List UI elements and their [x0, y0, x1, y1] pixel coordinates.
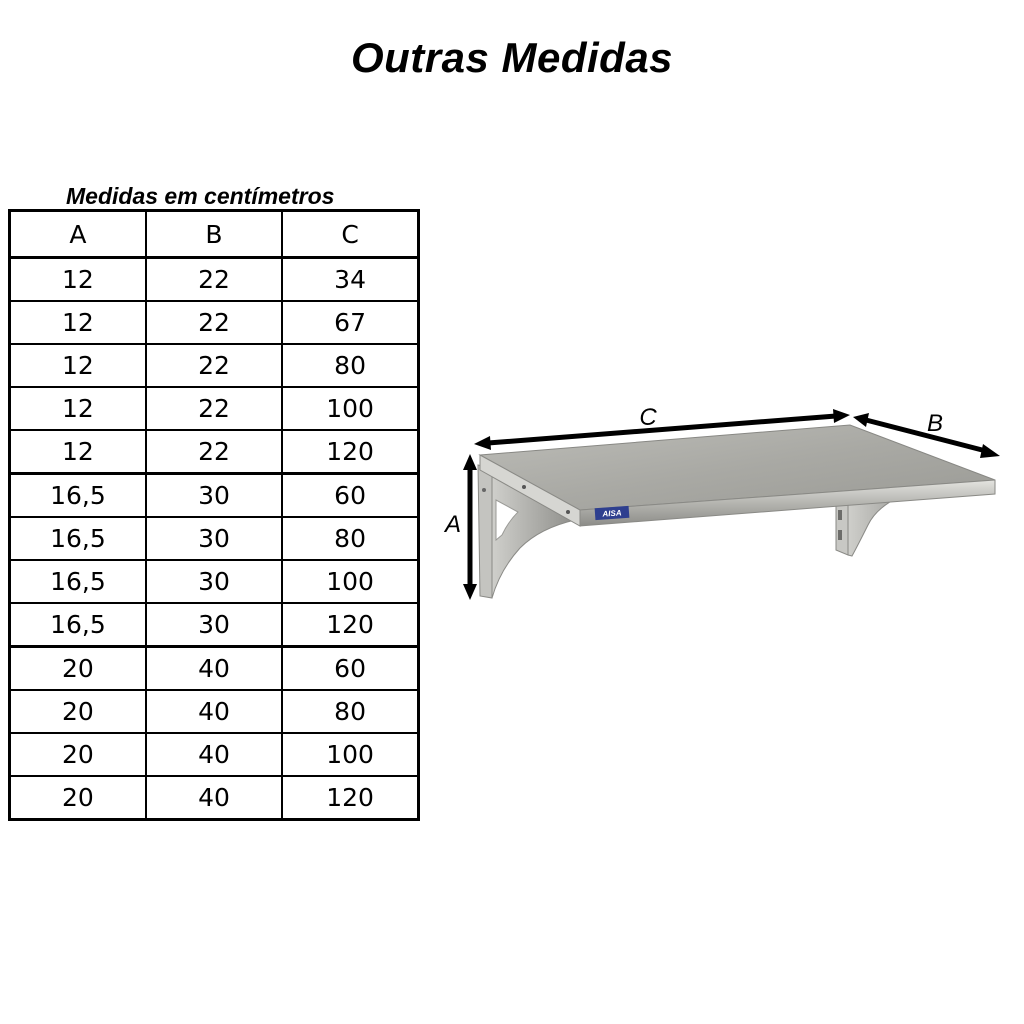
table-row: [10, 690, 419, 733]
cell-c: 60: [282, 647, 418, 691]
cell-c: 80: [282, 517, 418, 560]
cell-c: 120: [282, 430, 418, 474]
cell-a: 20: [10, 647, 146, 691]
brand-logo: [595, 506, 630, 520]
cell-a: 12: [10, 387, 146, 430]
table-row: [10, 647, 419, 691]
cell-a: 20: [10, 733, 146, 776]
table-row: [10, 474, 419, 518]
table-row: [10, 603, 419, 647]
cell-b: 22: [146, 258, 282, 302]
table-row: [10, 733, 419, 776]
cell-a: 20: [10, 776, 146, 820]
cell-b: 30: [146, 474, 282, 518]
cell-a: 16,5: [10, 517, 146, 560]
cell-a: 12: [10, 301, 146, 344]
table-row: [10, 258, 419, 302]
cell-a: 16,5: [10, 603, 146, 647]
cell-a: 12: [10, 258, 146, 302]
cell-b: 22: [146, 430, 282, 474]
shelf-illustration: [440, 395, 1010, 610]
cell-c: 80: [282, 344, 418, 387]
cell-b: 22: [146, 387, 282, 430]
cell-a: 12: [10, 430, 146, 474]
cell-c: 80: [282, 690, 418, 733]
cell-c: 120: [282, 776, 418, 820]
table-header-row: [10, 211, 419, 258]
cell-b: 22: [146, 301, 282, 344]
cell-c: 100: [282, 387, 418, 430]
cell-c: 100: [282, 733, 418, 776]
cell-c: 34: [282, 258, 418, 302]
measurements-table: [8, 209, 420, 821]
table-row: [10, 301, 419, 344]
table-caption: Medidas em centímetros: [66, 183, 335, 209]
cell-a: 20: [10, 690, 146, 733]
cell-b: 30: [146, 560, 282, 603]
dimension-label-c: C: [639, 404, 657, 431]
cell-c: 60: [282, 474, 418, 518]
cell-a: 12: [10, 344, 146, 387]
column-header-c: C: [282, 211, 418, 258]
cell-b: 40: [146, 690, 282, 733]
table-row: [10, 560, 419, 603]
page-title: Outras Medidas: [350, 34, 674, 81]
cell-c: 67: [282, 301, 418, 344]
table-row: [10, 517, 419, 560]
cell-b: 22: [146, 344, 282, 387]
cell-b: 30: [146, 517, 282, 560]
table-row: [10, 344, 419, 387]
dimension-label-a: A: [444, 511, 462, 538]
logo-text: AISA: [602, 508, 622, 519]
dimension-a-arrow: [463, 454, 477, 600]
dimension-label-b: B: [926, 410, 944, 437]
cell-b: 40: [146, 733, 282, 776]
cell-b: 30: [146, 603, 282, 647]
column-header-a: A: [10, 211, 146, 258]
cell-a: 16,5: [10, 560, 146, 603]
cell-c: 100: [282, 560, 418, 603]
table-row: [10, 776, 419, 820]
cell-c: 120: [282, 603, 418, 647]
cell-b: 40: [146, 647, 282, 691]
cell-a: 16,5: [10, 474, 146, 518]
table-row: [10, 430, 419, 474]
table-row: [10, 387, 419, 430]
cell-b: 40: [146, 776, 282, 820]
column-header-b: B: [146, 211, 282, 258]
